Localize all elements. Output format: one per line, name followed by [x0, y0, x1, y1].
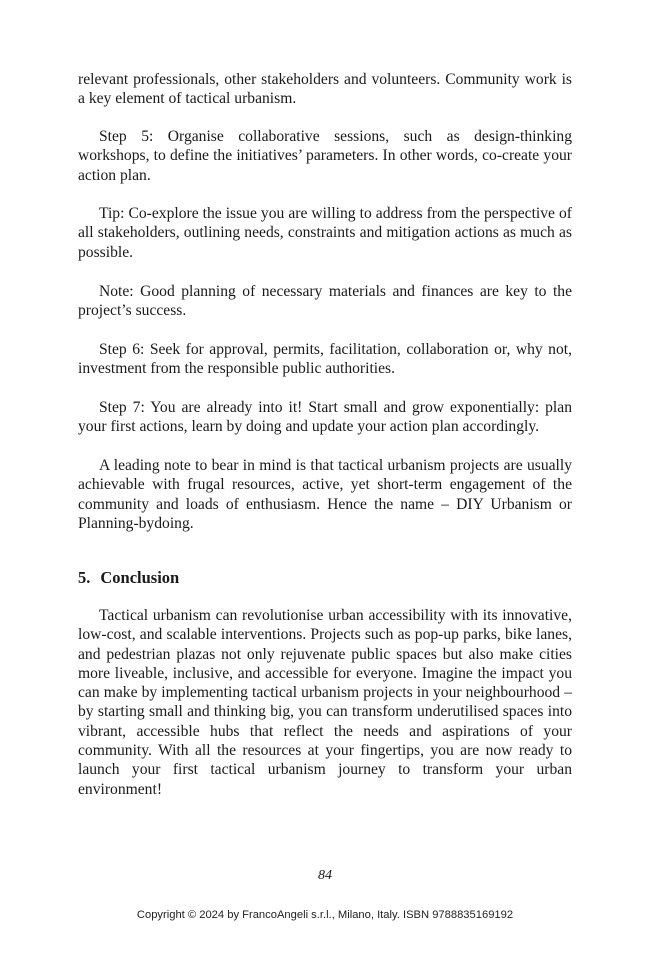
paragraph-community-work: relevant professionals, other stakeholders and volunteers. Community work is a key element of tactical urbanism.	[78, 71, 572, 108]
section-number: 5.	[78, 568, 91, 587]
section-heading	[78, 568, 179, 588]
paragraph-step-5: Step 5: Organise collaborative sessions, such as design-thinking workshops, to define the initiatives’ parameters. In other words, co-create your action plan.	[78, 128, 572, 184]
copyright-notice: Copyright © 2024 by FrancoAngeli s.r.l., Milano, Italy. ISBN 9788835169192	[136, 909, 514, 921]
paragraph-note: Note: Good planning of necessary materials and finances are key to the project’s success.	[78, 283, 572, 320]
paragraph-leading-note: A leading note to bear in mind is that tactical urbanism projects are usually achievable with frugal resources, active, yet short-term engagement of the community and loads of enthusiasm. Hence the name – DIY Urbanism or Planning-bydoing.	[78, 457, 572, 532]
paragraph-tip: Tip: Co-explore the issue you are willing to address from the perspective of all stakeholders, outlining needs, constraints and mitigation actions as much as possible.	[78, 205, 572, 261]
section-title: Conclusion	[100, 568, 180, 587]
page-number: 84	[318, 868, 332, 883]
paragraph-step-7: Step 7: You are already into it! Start small and grow exponentially: plan your first actions, learn by doing and update your action plan accordingly.	[78, 399, 572, 436]
conclusion-paragraph: Tactical urbanism can revolutionise urban accessibility with its innovative, low-cost, and scalable interventions. Projects such as pop-up parks, bike lanes, and pedestrian plazas not only rejuvenate public spaces but also make cities more liveable, inclusive, and accessible for everyone. Imagine the impact you can make by implementing tactical urbanism projects in your neighbourhood – by starting small and thinking big, you can transform underutilised spaces into vibrant, accessible hubs that reflect the needs and aspirations of your community. With all the resources at your fingertips, you are now ready to launch your first tactical urbanism journey to transform your urban environment!	[78, 607, 572, 798]
paragraph-step-6: Step 6: Seek for approval, permits, facilitation, collaboration or, why not, investment from the responsible public authorities.	[78, 341, 572, 378]
